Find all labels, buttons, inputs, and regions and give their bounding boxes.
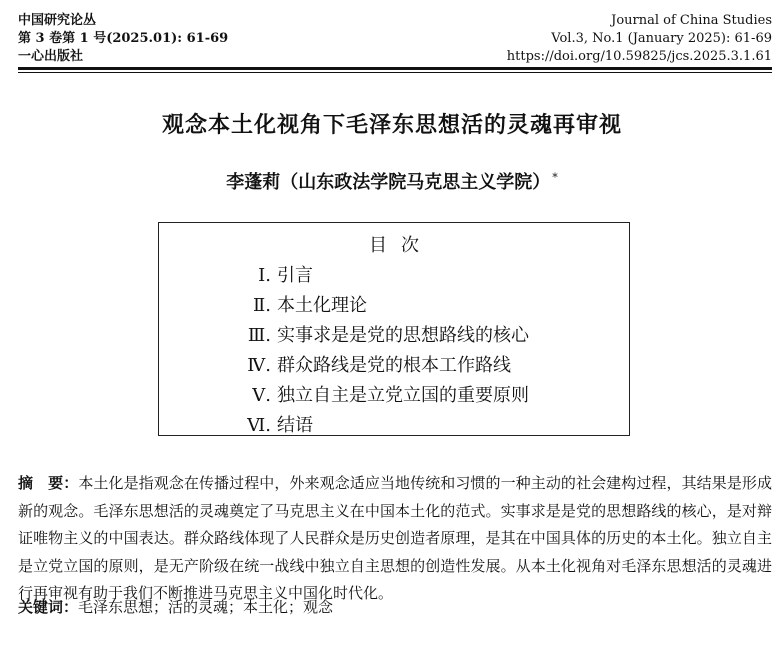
header-rule-thin [18,72,772,73]
toc-item-label: 结语 [277,415,313,436]
toc-item-number: Ⅱ. [253,295,271,316]
table-of-contents [158,222,630,436]
toc-item[interactable] [235,291,529,321]
toc-item-number: Ⅵ. [247,415,271,436]
journal-name-cn: 中国研究论丛 [18,13,97,28]
abstract-label: 摘 要： [18,474,79,492]
toc-item-label: 引言 [277,265,313,286]
toc-item[interactable] [235,351,529,381]
toc-item[interactable] [235,381,529,411]
keywords [18,594,333,621]
toc-item-label: 本土化理论 [277,295,367,316]
paper-title: 观念本土化视角下毛泽东思想活的灵魂再审视 [161,112,622,138]
doi-link[interactable]: https://doi.org/10.59825/jcs.2025.3.1.61 [506,49,772,64]
toc-item[interactable] [235,261,529,291]
journal-header-en [507,12,772,66]
toc-item-label: 实事求是是党的思想路线的核心 [277,325,529,346]
publisher-cn: 一心出版社 [18,49,84,64]
toc-item-label: 群众路线是党的根本工作路线 [277,355,511,376]
author-name: 李蓬莉（山东政法学院马克思主义学院） [226,172,551,193]
toc-item-number: Ⅰ. [258,265,271,286]
author-line [0,168,784,194]
toc-item-number: Ⅲ. [247,325,271,346]
author-footnote-mark[interactable]: * [552,171,558,184]
toc-item[interactable] [235,411,529,441]
volume-info-en: Vol.3, No.1 (January 2025): 61-69 [551,31,772,46]
header-rule-thick [18,67,772,70]
volume-info-cn: 第 3 卷第 1 号(2025.01): 61-69 [18,31,229,46]
keywords-label: 关键词： [18,598,79,616]
abstract [18,470,772,608]
toc-item-label: 独立自主是立党立国的重要原则 [277,385,529,406]
toc-heading: 目次 [369,235,433,256]
toc-list [235,261,529,441]
journal-header-cn [18,12,228,66]
abstract-text: 本土化是指观念在传播过程中，外来观念适应当地传统和习惯的一种主动的社会建构过程，其结果是形成新的观念。毛泽东思想活的灵魂奠定了马克思主义在中国本土化的范式。实事求是是党的思想路线的核心，是对辩证唯物主义的中国表达。群众路线体现了人民群众是历史创造者原理，是其在中国具体的历史的本土化。独立自主是立党立国的原则，是无产阶级在统一战线中独立自主思想的创造性发展。从本土化视角对毛泽东思想活的灵魂进行再审视有助于我们不断推进马克思主义中国化时代化。 [18,474,772,602]
toc-item[interactable] [235,321,529,351]
toc-item-number: Ⅳ. [247,355,271,376]
keywords-text: 毛泽东思想；活的灵魂；本土化；观念 [78,598,334,616]
journal-name-en: Journal of China Studies [611,13,772,28]
toc-item-number: Ⅴ. [252,385,271,406]
